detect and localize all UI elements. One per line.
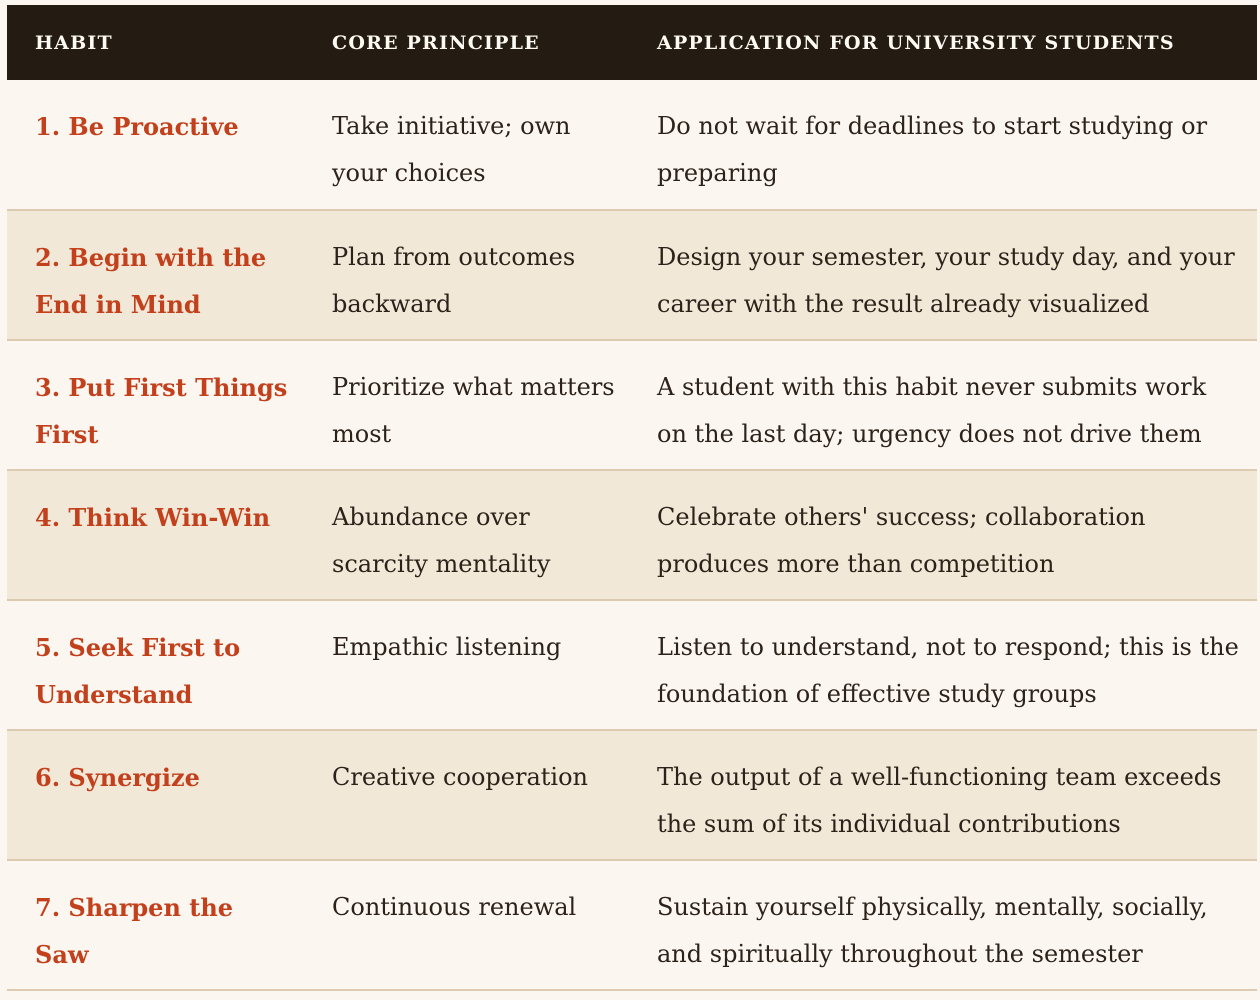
table-row [7,730,1257,860]
table-body [7,80,1257,990]
habit-cell: 7. Sharpen the Saw [35,893,234,969]
application-cell: Do not wait for deadlines to start studying or preparing [657,112,1208,187]
habit-cell: 5. Seek First to Understand [35,633,241,709]
application-cell: The output of a well-functioning team exceeds the sum of its individual contributions [657,763,1222,838]
table-row [7,80,1257,210]
principle-cell: Prioritize what matters most [332,373,615,448]
application-cell: Sustain yourself physically, mentally, socially, and spiritually throughout the semester [657,893,1208,968]
habit-cell: 2. Begin with the End in Mind [35,243,267,319]
principle-cell: Continuous renewal [332,893,577,921]
table-row [7,600,1257,730]
header-row [7,5,1257,80]
principle-cell: Abundance over scarcity mentality [332,503,551,578]
table-row [7,340,1257,470]
application-cell: Celebrate others' success; collaboration produces more than competition [657,503,1146,578]
principle-cell: Empathic listening [332,633,562,661]
habits-table [7,5,1257,991]
table-row [7,210,1257,340]
habit-cell: 1. Be Proactive [35,112,239,141]
column-header-habit: HABIT [35,31,113,54]
column-header-application: APPLICATION FOR UNIVERSITY STUDENTS [657,31,1175,54]
principle-cell: Plan from outcomes backward [332,243,576,318]
application-cell: Listen to understand, not to respond; this is the foundation of effective study groups [657,633,1239,708]
habits-table-container [7,5,1257,991]
application-cell: Design your semester, your study day, and your career with the result already visualized [657,243,1235,318]
principle-cell: Creative cooperation [332,763,588,791]
table-row [7,470,1257,600]
column-header-core-principle: CORE PRINCIPLE [332,31,540,54]
habit-cell: 3. Put First Things First [35,373,288,449]
table-row [7,860,1257,990]
habit-cell: 6. Synergize [35,763,200,792]
table-header [7,5,1257,80]
application-cell: A student with this habit never submits work on the last day; urgency does not drive them [657,373,1207,448]
habit-cell: 4. Think Win-Win [35,503,271,532]
principle-cell: Take initiative; own your choices [332,112,571,187]
